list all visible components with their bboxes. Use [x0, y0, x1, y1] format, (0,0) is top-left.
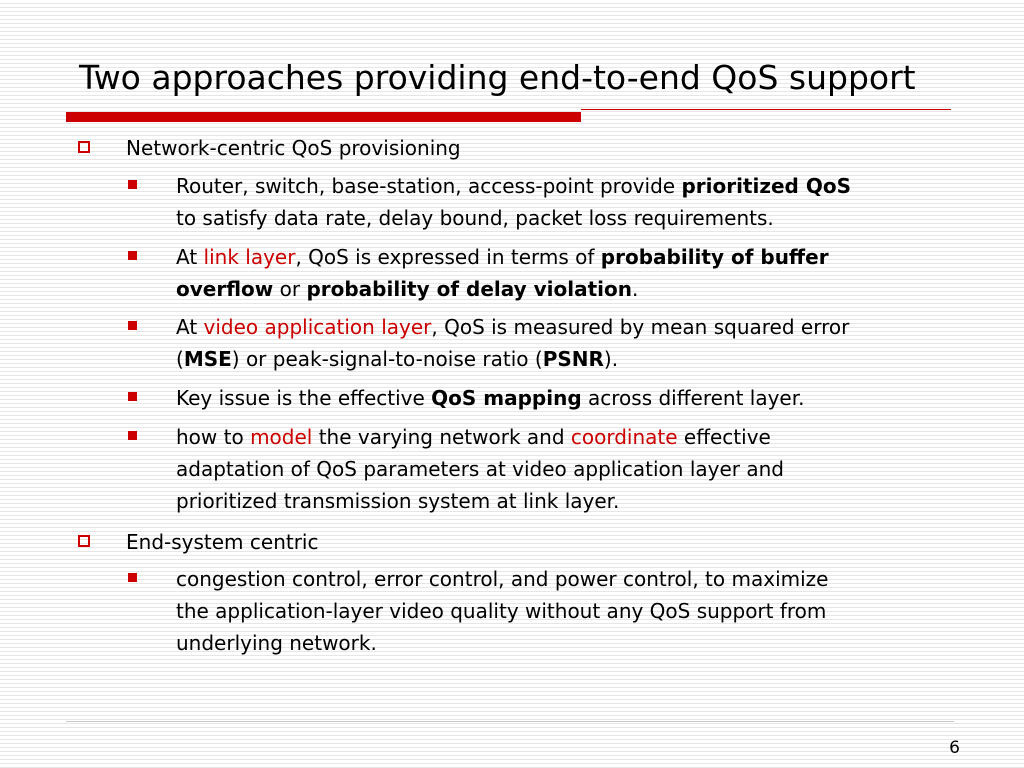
bullet-text: ) or peak-signal-to-noise ratio (: [231, 347, 543, 371]
highlight-text: coordinate: [570, 425, 678, 449]
section-heading: End-system centric: [126, 530, 319, 554]
footer-divider: [66, 721, 954, 722]
slide-title: Two approaches providing end-to-end QoS support: [79, 58, 916, 97]
title-accent-bar: [66, 112, 581, 122]
bullet-text: , QoS is measured by mean squared error: [431, 315, 850, 339]
filled-square-bullet-icon: [128, 431, 137, 440]
bullet-text: across different layer.: [581, 386, 805, 410]
bold-text: QoS mapping: [431, 386, 582, 410]
bullet-text: underlying network.: [176, 631, 377, 655]
bullet-text: Key issue is the effective: [176, 386, 432, 410]
bullet-text: At: [176, 245, 204, 269]
filled-square-bullet-icon: [128, 392, 137, 401]
bullet-text: .: [632, 277, 639, 301]
bold-text: overflow: [176, 277, 274, 301]
bullet-text: or: [273, 277, 307, 301]
bullet-text: Router, switch, base-station, access-point provide: [176, 174, 682, 198]
bold-text: probability of buffer: [600, 245, 829, 269]
bold-text: MSE: [183, 347, 232, 371]
bullet-text: , QoS is expressed in terms of: [295, 245, 601, 269]
filled-square-bullet-icon: [128, 180, 137, 189]
bold-text: prioritized QoS: [681, 174, 851, 198]
filled-square-bullet-icon: [128, 321, 137, 330]
bullet-text: to satisfy data rate, delay bound, packet loss requirements.: [176, 206, 774, 230]
bullet-text: At: [176, 315, 204, 339]
bullet-text: prioritized transmission system at link layer.: [176, 489, 620, 513]
bullet-text: adaptation of QoS parameters at video application layer and: [176, 457, 784, 481]
highlight-text: link layer: [203, 245, 296, 269]
bullet-text: how to: [176, 425, 251, 449]
title-underline: [581, 109, 951, 110]
bullet-text: ).: [603, 347, 619, 371]
bold-text: probability of delay violation: [306, 277, 633, 301]
bullet-text: congestion control, error control, and power control, to maximize: [176, 567, 829, 591]
bullet-text: (: [176, 347, 184, 371]
filled-square-bullet-icon: [128, 573, 137, 582]
bold-text: PSNR: [542, 347, 604, 371]
bullet-text: effective: [677, 425, 771, 449]
hollow-square-bullet-icon: [78, 535, 90, 547]
hollow-square-bullet-icon: [78, 141, 90, 153]
bullet-text: the varying network and: [312, 425, 571, 449]
filled-square-bullet-icon: [128, 251, 137, 260]
bullet-text: the application-layer video quality without any QoS support from: [176, 599, 827, 623]
highlight-text: video application layer: [203, 315, 432, 339]
section-heading: Network-centric QoS provisioning: [126, 136, 461, 160]
highlight-text: model: [250, 425, 313, 449]
page-number: 6: [949, 738, 960, 758]
